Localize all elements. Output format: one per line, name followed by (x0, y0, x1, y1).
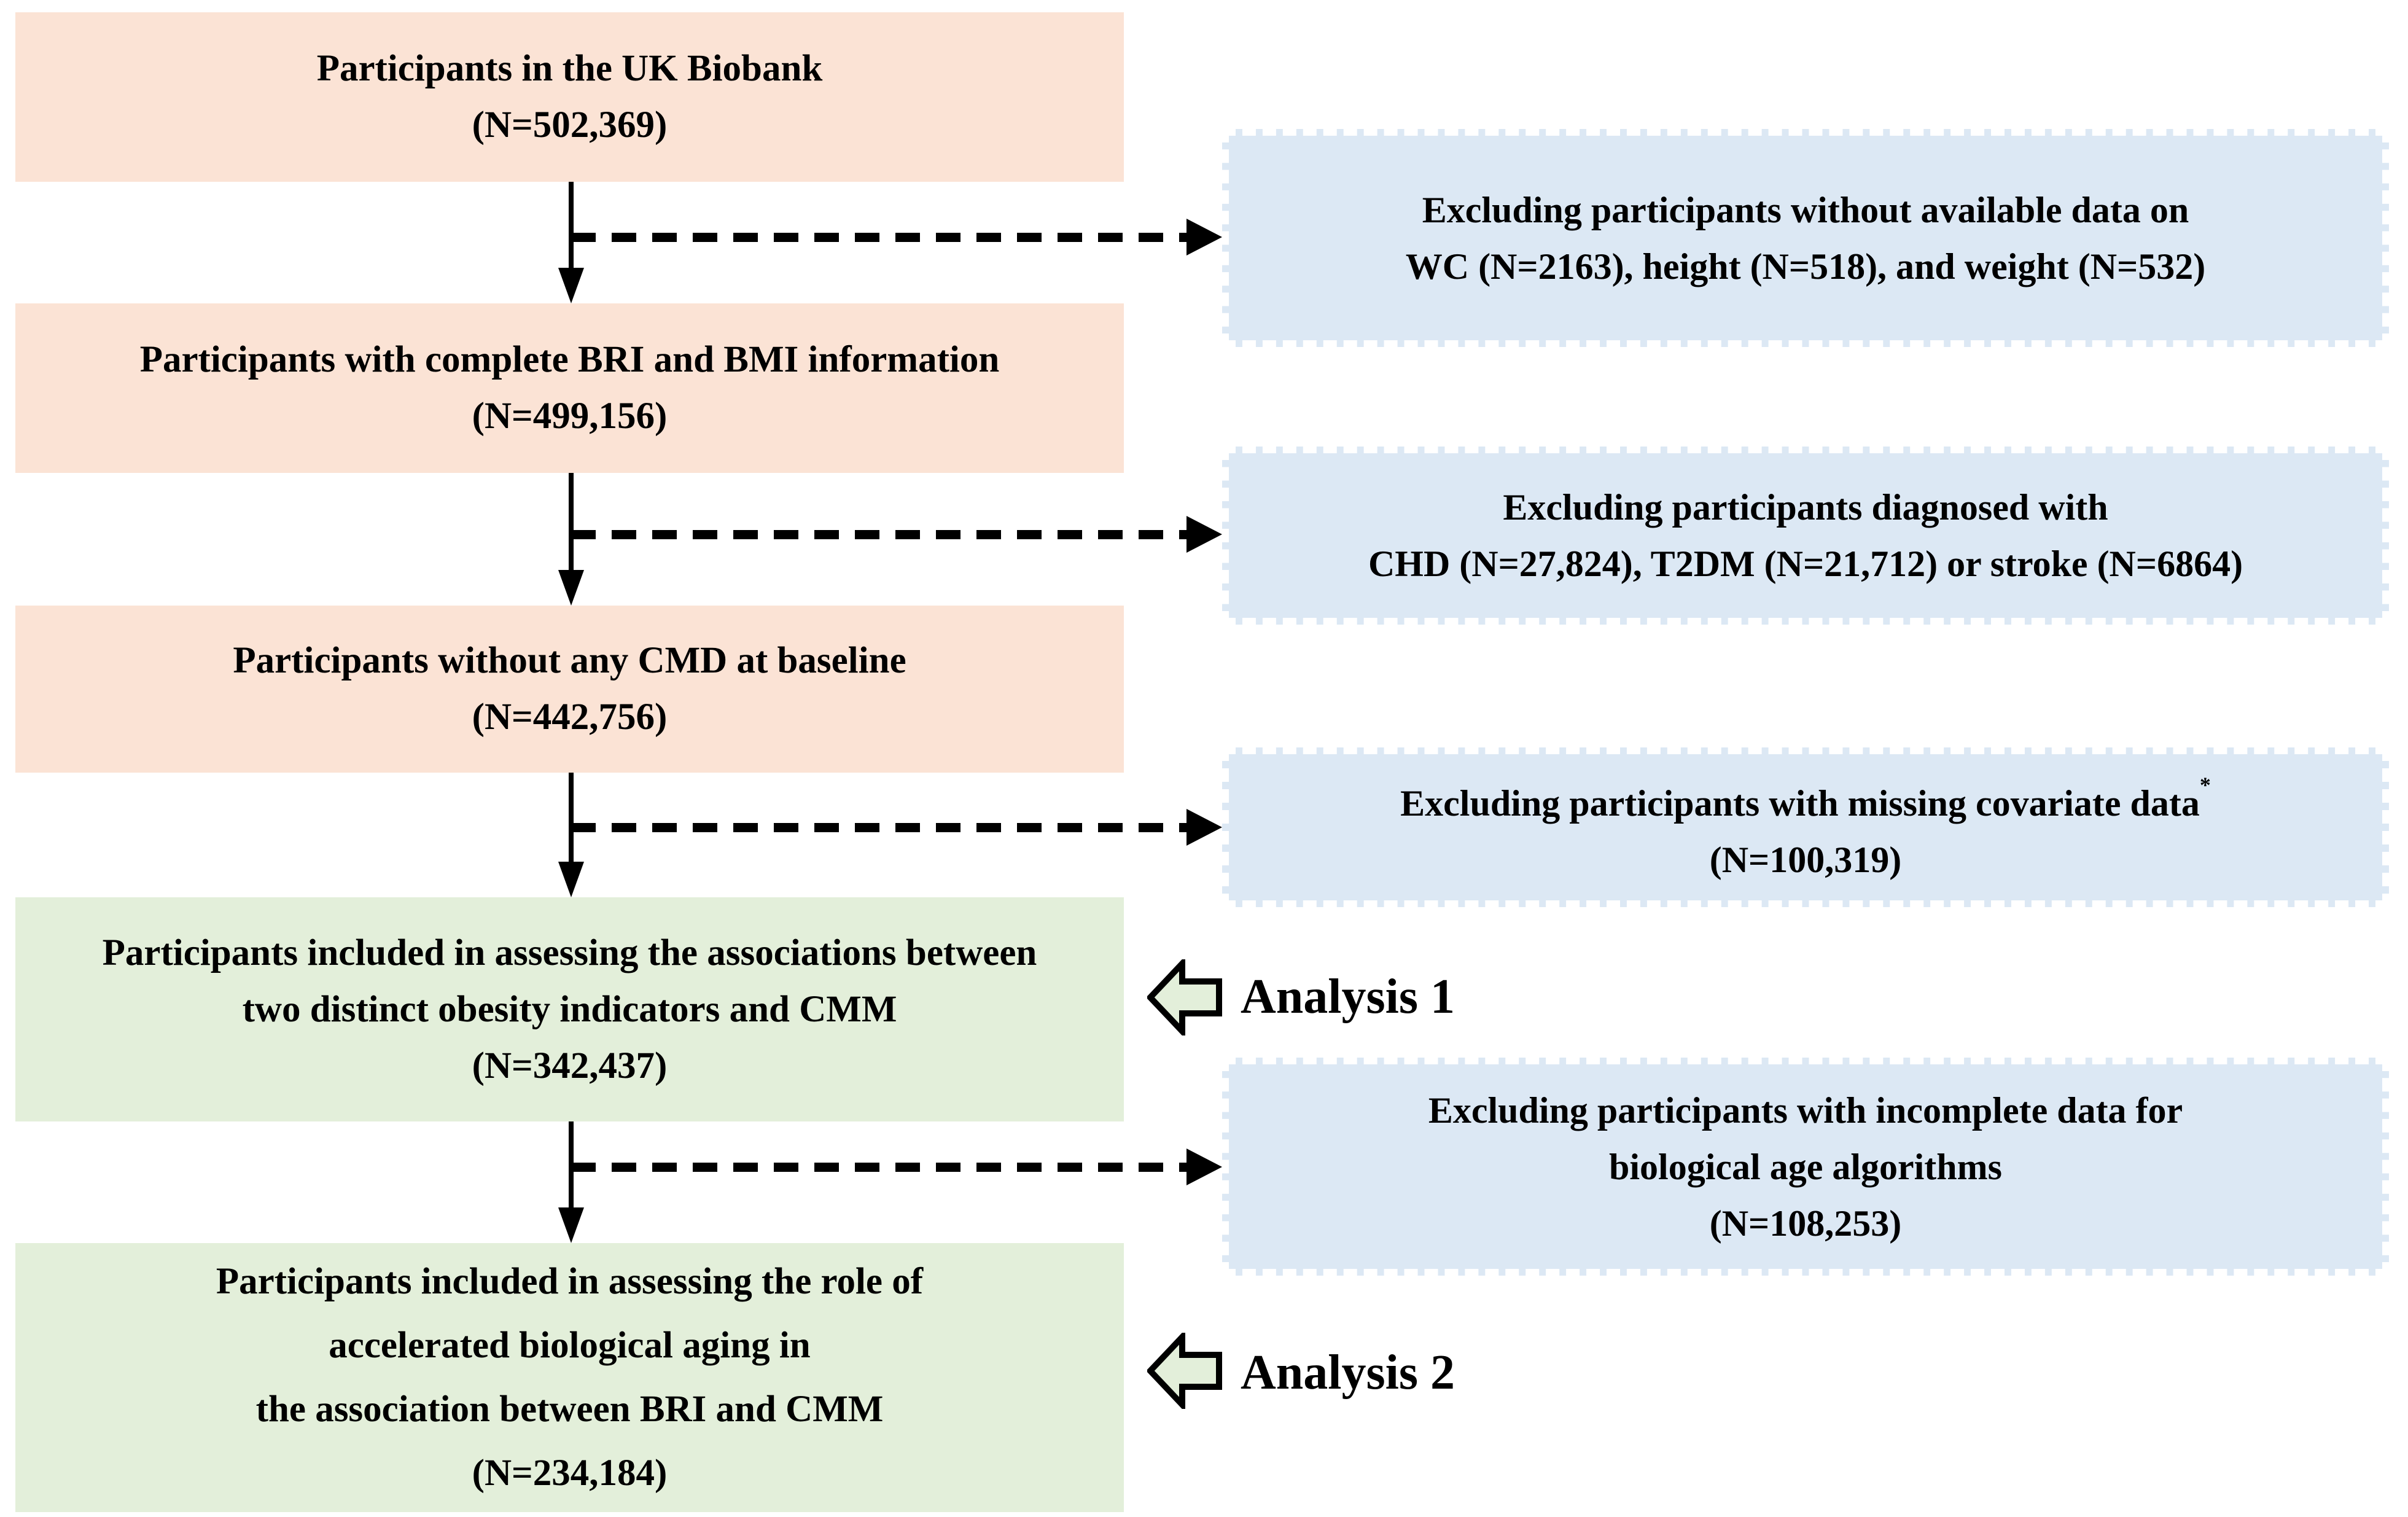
analysis-1-arrow-icon (1147, 959, 1222, 1035)
box-text-line: Excluding participants diagnosed with (1503, 487, 2108, 528)
right-arrowhead-icon (1186, 809, 1222, 846)
down-arrow-line (569, 473, 574, 571)
box-exclusion-biological-age (1222, 1058, 2389, 1276)
box-text-line: Participants without any CMD at baseline (233, 640, 906, 681)
footnote-asterisk: * (2199, 773, 2211, 798)
box-text-line: Participants included in assessing the role of (216, 1261, 924, 1302)
box-uk-biobank-participants (15, 12, 1124, 182)
box-text-line (1229, 767, 2382, 832)
box-text-line: CHD (N=27,824), T2DM (N=21,712) or stroke (N=6864) (1368, 544, 2243, 584)
down-arrowhead-icon (558, 268, 584, 303)
down-arrow-line (569, 773, 574, 863)
down-arrowhead-icon (558, 1207, 584, 1243)
right-arrowhead-icon (1186, 1148, 1222, 1185)
down-arrow-line (569, 182, 574, 269)
box-text-line: two distinct obesity indicators and CMM (242, 988, 897, 1030)
analysis-1-label: Analysis 1 (1241, 970, 1455, 1024)
box-count-line: (N=100,319) (1709, 839, 1902, 880)
box-complete-bri-bmi (15, 303, 1124, 473)
box-text-line: accelerated biological aging in (329, 1325, 811, 1366)
box-count-line: (N=442,756) (472, 696, 668, 738)
right-arrowhead-icon (1186, 219, 1222, 255)
box-count-line: (N=499,156) (472, 396, 668, 437)
box-text-line: biological age algorithms (1609, 1146, 2002, 1187)
box-analysis2-cohort (15, 1243, 1124, 1512)
down-arrowhead-icon (558, 862, 584, 897)
box-count-line: (N=342,437) (472, 1045, 668, 1086)
box-exclusion-cmd-diagnosis (1222, 447, 2389, 625)
dashed-line (571, 233, 1186, 242)
box-text-line: Excluding participants with incomplete data for (1428, 1090, 2183, 1131)
down-arrowhead-icon (558, 570, 584, 606)
box-exclusion-missing-covariates (1222, 747, 2389, 907)
box-text-line: WC (N=2163), height (N=518), and weight (N=532) (1405, 246, 2206, 287)
box-text-line: Participants in the UK Biobank (316, 48, 823, 89)
dashed-line (571, 823, 1186, 832)
right-arrowhead-icon (1186, 516, 1222, 553)
box-exclusion-anthropometry (1222, 129, 2389, 347)
box-count-line: (N=108,253) (1709, 1203, 1902, 1244)
dashed-line (571, 530, 1186, 539)
box-analysis1-cohort (15, 897, 1124, 1121)
box-text-line: the association between BRI and CMM (255, 1389, 884, 1430)
dashed-line (571, 1163, 1186, 1172)
box-count-line: (N=502,369) (472, 104, 668, 146)
box-text-line: Excluding participants without available data on (1422, 189, 2189, 230)
box-text: Excluding participants with missing covariate data (1400, 782, 2200, 824)
analysis-2-label: Analysis 2 (1241, 1346, 1455, 1400)
box-text-line: Participants with complete BRI and BMI information (139, 339, 1000, 380)
box-text-line: Participants included in assessing the associations between (102, 932, 1037, 973)
box-no-cmd-baseline (15, 606, 1124, 773)
analysis-2-arrow-icon (1147, 1333, 1222, 1409)
box-count-line: (N=234,184) (472, 1453, 668, 1494)
